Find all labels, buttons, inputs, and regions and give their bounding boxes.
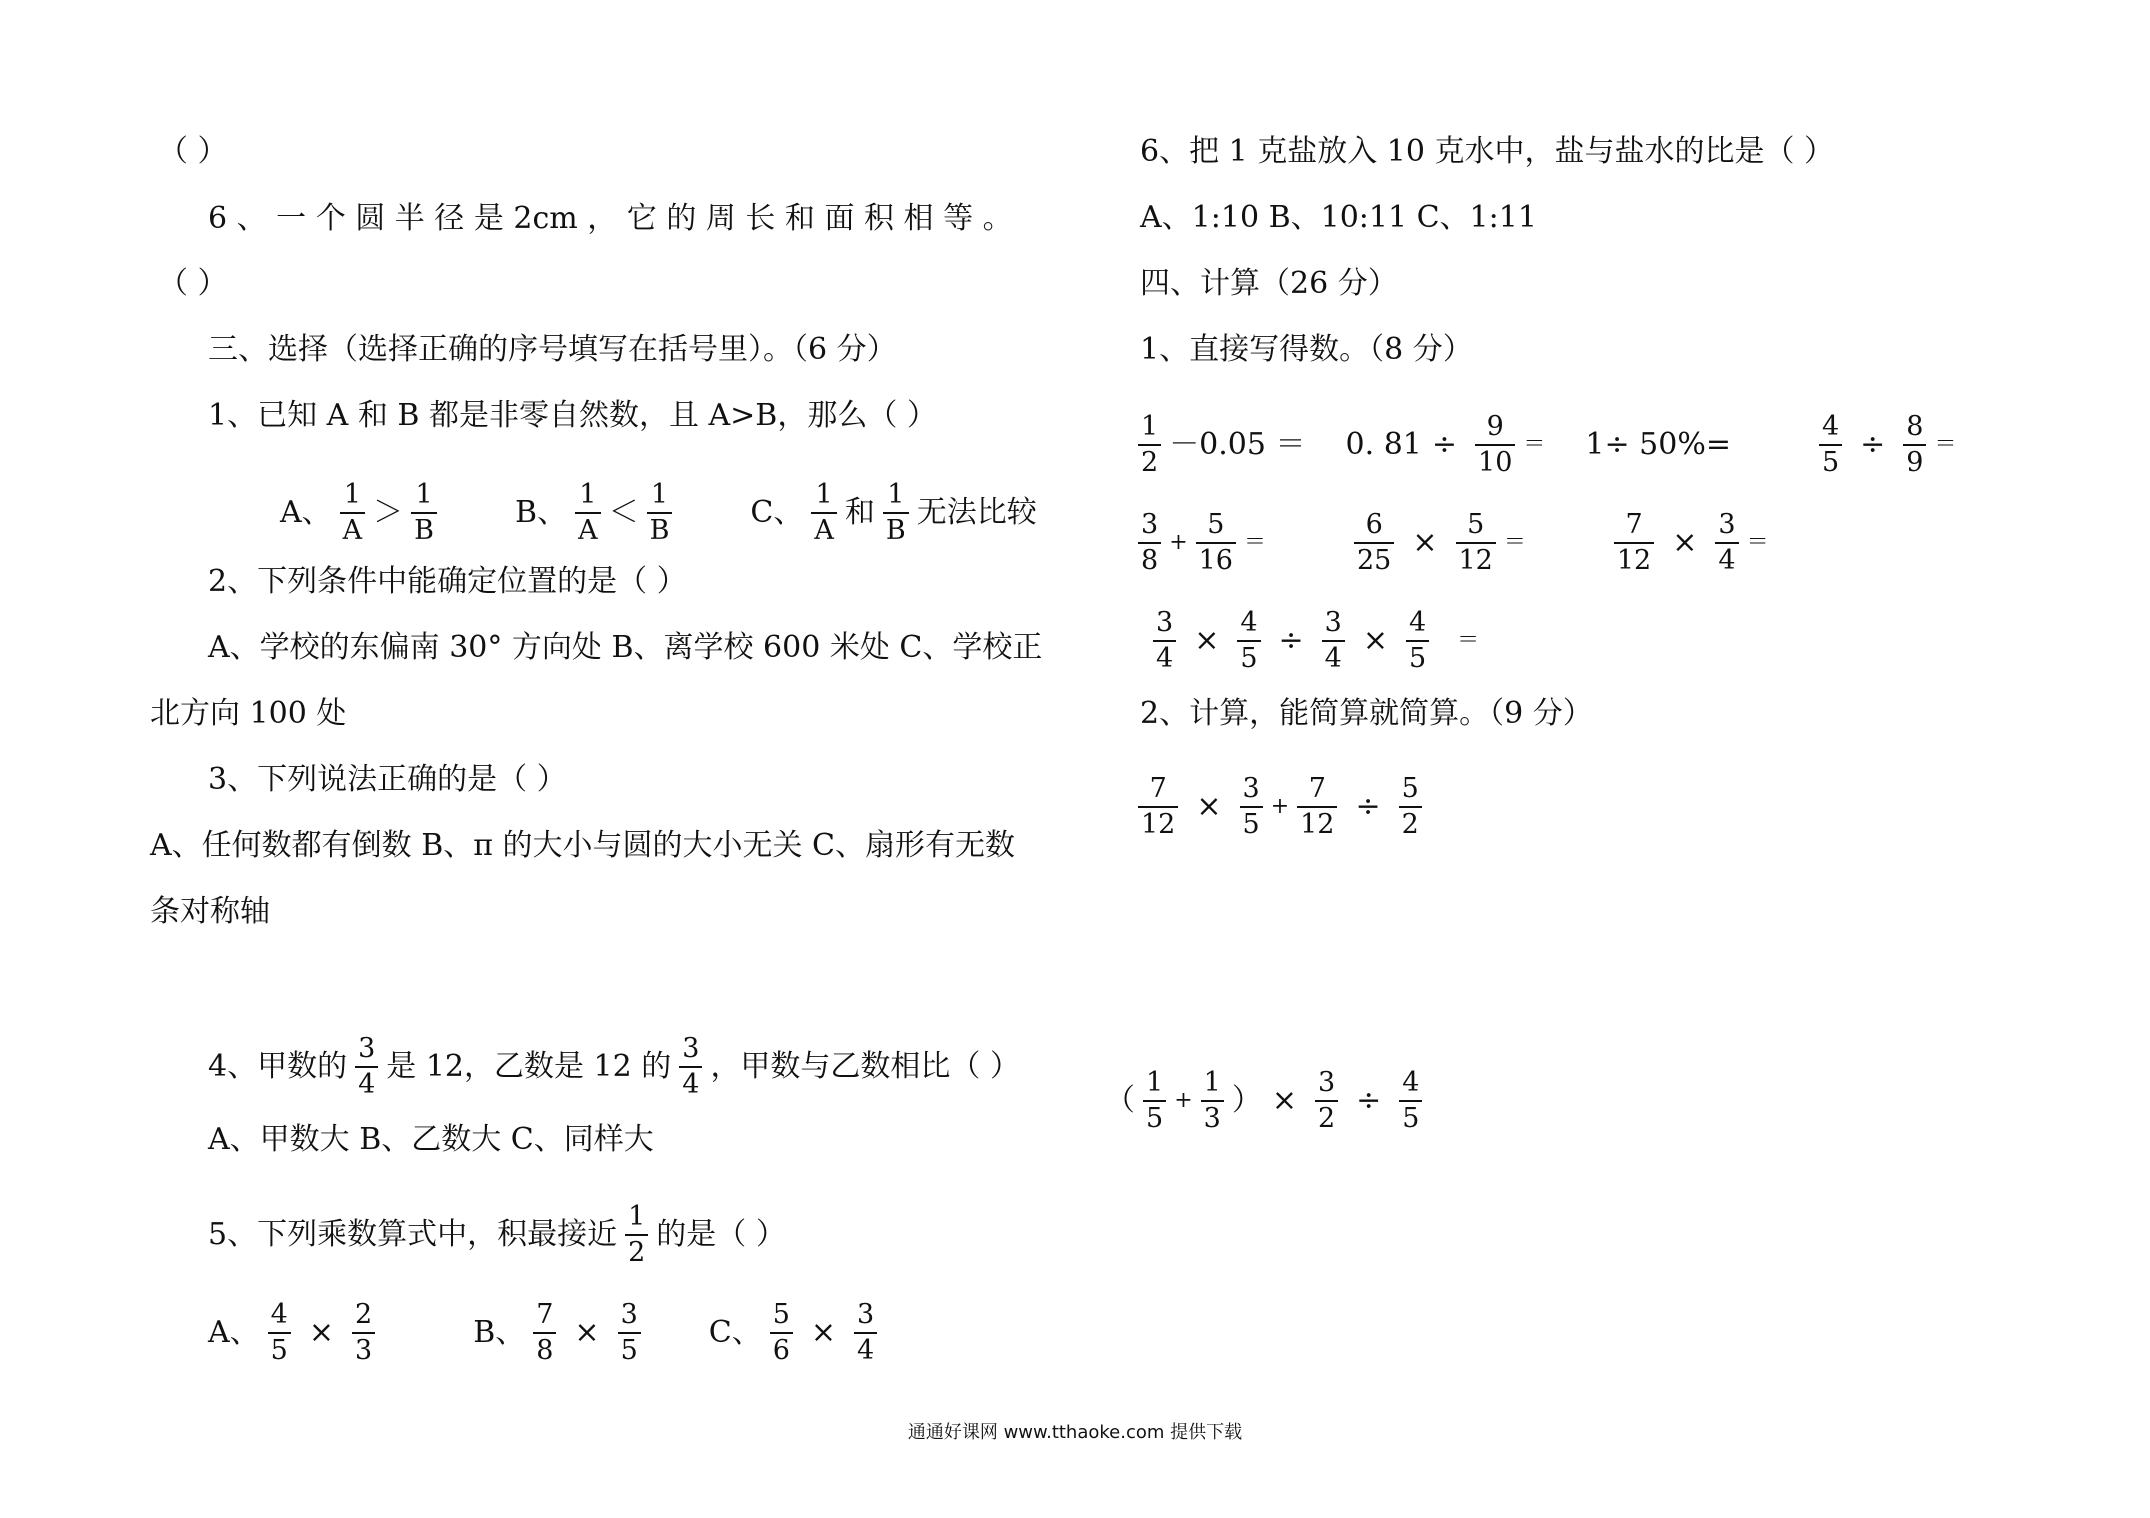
times-sign: ×: [1362, 623, 1388, 658]
divide-sign: ÷: [1355, 789, 1381, 824]
q2-options: A、学校的东偏南 30° 方向处 B、离学校 600 米处 C、学校正: [208, 630, 1043, 665]
q5-option-a-label: A、: [208, 1315, 260, 1350]
fraction: $\frac{1}{A}$: [811, 480, 837, 546]
fraction: $\frac{3}{4}$: [1153, 608, 1176, 674]
fraction: $\frac{2}{3}$: [352, 1300, 375, 1366]
fraction: $\frac{1}{B}$: [647, 480, 673, 546]
fraction: $\frac{4}{5}$: [1237, 608, 1260, 674]
divide-sign: ÷: [1431, 427, 1458, 462]
fraction: $\frac{1}{B}$: [883, 480, 909, 546]
fraction: $\frac{1}{B}$: [411, 480, 437, 546]
fraction: $\frac{1}{3}$: [1201, 1068, 1224, 1134]
q4-text-a: 4、甲数的: [208, 1049, 348, 1084]
q1-option-b-label: B、: [515, 495, 568, 530]
fraction: $\frac{1}{A}$: [340, 480, 366, 546]
page-footer: 通通好课网 www.tthaoke.com 提供下载: [907, 1422, 1243, 1443]
fraction: $\frac{5}{2}$: [1399, 774, 1422, 840]
fraction: $\frac{4}{5}$: [268, 1300, 291, 1366]
calc-row-5: [1105, 1068, 1430, 1134]
fraction: $\frac{5}{6}$: [770, 1300, 793, 1366]
right-paren: ）: [1231, 1083, 1262, 1118]
equals-sign: ＝: [1457, 628, 1480, 653]
choice-question-3: 3、下列说法正确的是（ ）: [208, 762, 567, 797]
fraction: $\frac{7}{12}$: [1297, 774, 1337, 840]
q5-options: [208, 1300, 885, 1366]
section-3-title: 三、选择（选择正确的序号填写在括号里）。（6 分）: [208, 332, 897, 367]
q5-text-b: 的是（ ）: [656, 1217, 786, 1252]
percent-expr: 1÷ 50%=: [1585, 427, 1731, 462]
divide-sign: ÷: [1860, 427, 1886, 462]
q4-text-c: ，甲数与乙数相比（ ）: [710, 1049, 1020, 1084]
q2-options-cont: 北方向 100 处: [150, 696, 347, 731]
plus-sign: +: [1169, 530, 1188, 555]
less-than: ＜: [608, 495, 639, 530]
q1-option-c-label: C、: [750, 495, 804, 530]
fraction: $\frac{3}{8}$: [1138, 510, 1161, 576]
times-sign: ×: [574, 1315, 600, 1350]
fraction: $\frac{9}{10}$: [1475, 412, 1515, 478]
fraction: $\frac{7}{8}$: [533, 1300, 556, 1366]
times-sign: ×: [810, 1315, 837, 1350]
left-paren: （: [1105, 1083, 1135, 1118]
fraction: $\frac{3}{4}$: [1322, 608, 1345, 674]
and-text: 和: [844, 495, 875, 530]
divide-sign: ÷: [1356, 1083, 1382, 1118]
fraction: $\frac{3}{4}$: [1715, 510, 1738, 576]
times-sign: ×: [1412, 525, 1438, 560]
choice-question-4: [208, 1034, 1020, 1100]
divide-sign: ÷: [1278, 623, 1304, 658]
fraction: $\frac{6}{25}$: [1354, 510, 1394, 576]
fraction: $\frac{3}{2}$: [1315, 1068, 1338, 1134]
q5-option-b-label: B、: [473, 1315, 526, 1350]
fraction: $\frac{5}{12}$: [1456, 510, 1496, 576]
fraction: $\frac{1}{5}$: [1143, 1068, 1166, 1134]
fraction: $\frac{8}{9}$: [1903, 412, 1926, 478]
fraction: $\frac{3}{4}$: [679, 1034, 702, 1100]
times-sign: ×: [1194, 623, 1220, 658]
q6-options: A、1:10 B、10:11 C、1:11: [1140, 200, 1537, 235]
decimal-value: 0. 81: [1345, 427, 1422, 462]
fraction: $\frac{3}{5}$: [618, 1300, 641, 1366]
times-sign: ×: [308, 1315, 334, 1350]
fraction: $\frac{4}{5}$: [1406, 608, 1429, 674]
fraction: $\frac{1}{2}$: [625, 1202, 648, 1268]
choice-question-2: 2、下列条件中能确定位置的是（ ）: [208, 564, 687, 599]
sub-1-title: 1、直接写得数。（8 分）: [1140, 332, 1473, 367]
answer-paren-top: （ ）: [158, 134, 228, 169]
equals-sign: ＝: [1523, 432, 1546, 457]
calc-row-3: [1145, 608, 1479, 674]
section-4-title: 四、计算（26 分）: [1140, 266, 1398, 301]
equals-sign: ＝: [1746, 530, 1769, 555]
sub-2-title: 2、计算，能简算就简算。（9 分）: [1140, 696, 1593, 731]
minus-expr: －0.05 ＝: [1169, 427, 1306, 462]
q4-options: A、甲数大 B、乙数大 C、同样大: [208, 1122, 654, 1157]
q4-text-b: 是 12，乙数是 12 的: [386, 1049, 672, 1084]
q1-options: [280, 480, 1037, 546]
judge-question-6: 6 、 一 个 圆 半 径 是 2cm ， 它 的 周 长 和 面 积 相 等 。: [208, 201, 1013, 236]
q1-option-a-label: A、: [280, 495, 332, 530]
choice-question-5: [208, 1202, 786, 1268]
equals-sign: ＝: [1503, 530, 1526, 555]
choice-question-1: 1、已知 A 和 B 都是非零自然数，且 A>B，那么（ ）: [208, 398, 937, 433]
fraction: $\frac{5}{16}$: [1196, 510, 1236, 576]
q3-options: A、任何数都有倒数 B、π 的大小与圆的大小无关 C、扇形有无数: [150, 828, 1015, 863]
calc-row-1: [1130, 412, 1957, 478]
fraction: $\frac{1}{2}$: [1138, 412, 1161, 478]
q1-option-c-text: 无法比较: [916, 495, 1037, 530]
times-sign: ×: [1672, 525, 1698, 560]
times-sign: ×: [1196, 789, 1222, 824]
fraction: $\frac{3}{4}$: [854, 1300, 877, 1366]
answer-paren-6: （ ）: [158, 266, 228, 301]
q3-options-cont: 条对称轴: [150, 894, 270, 929]
plus-sign: +: [1174, 1088, 1193, 1113]
greater-than: ＞: [373, 495, 404, 530]
q5-text-a: 5、下列乘数算式中，积最接近: [208, 1217, 618, 1252]
q5-option-c-label: C、: [708, 1315, 762, 1350]
fraction: $\frac{3}{5}$: [1240, 774, 1263, 840]
equals-sign: ＝: [1243, 530, 1266, 555]
times-sign: ×: [1271, 1083, 1297, 1118]
fraction: $\frac{4}{5}$: [1819, 412, 1842, 478]
fraction: $\frac{4}{5}$: [1399, 1068, 1422, 1134]
calc-row-2: [1130, 510, 1769, 576]
fraction: $\frac{3}{4}$: [355, 1034, 378, 1100]
calc-row-4: [1130, 774, 1430, 840]
fraction: $\frac{1}{A}$: [575, 480, 601, 546]
fraction: $\frac{7}{12}$: [1614, 510, 1654, 576]
plus-sign: +: [1270, 794, 1290, 819]
fraction: $\frac{7}{12}$: [1138, 774, 1178, 840]
equals-sign: ＝: [1934, 432, 1957, 457]
choice-question-6: 6、把 1 克盐放入 10 克水中，盐与盐水的比是（ ）: [1140, 134, 1835, 169]
